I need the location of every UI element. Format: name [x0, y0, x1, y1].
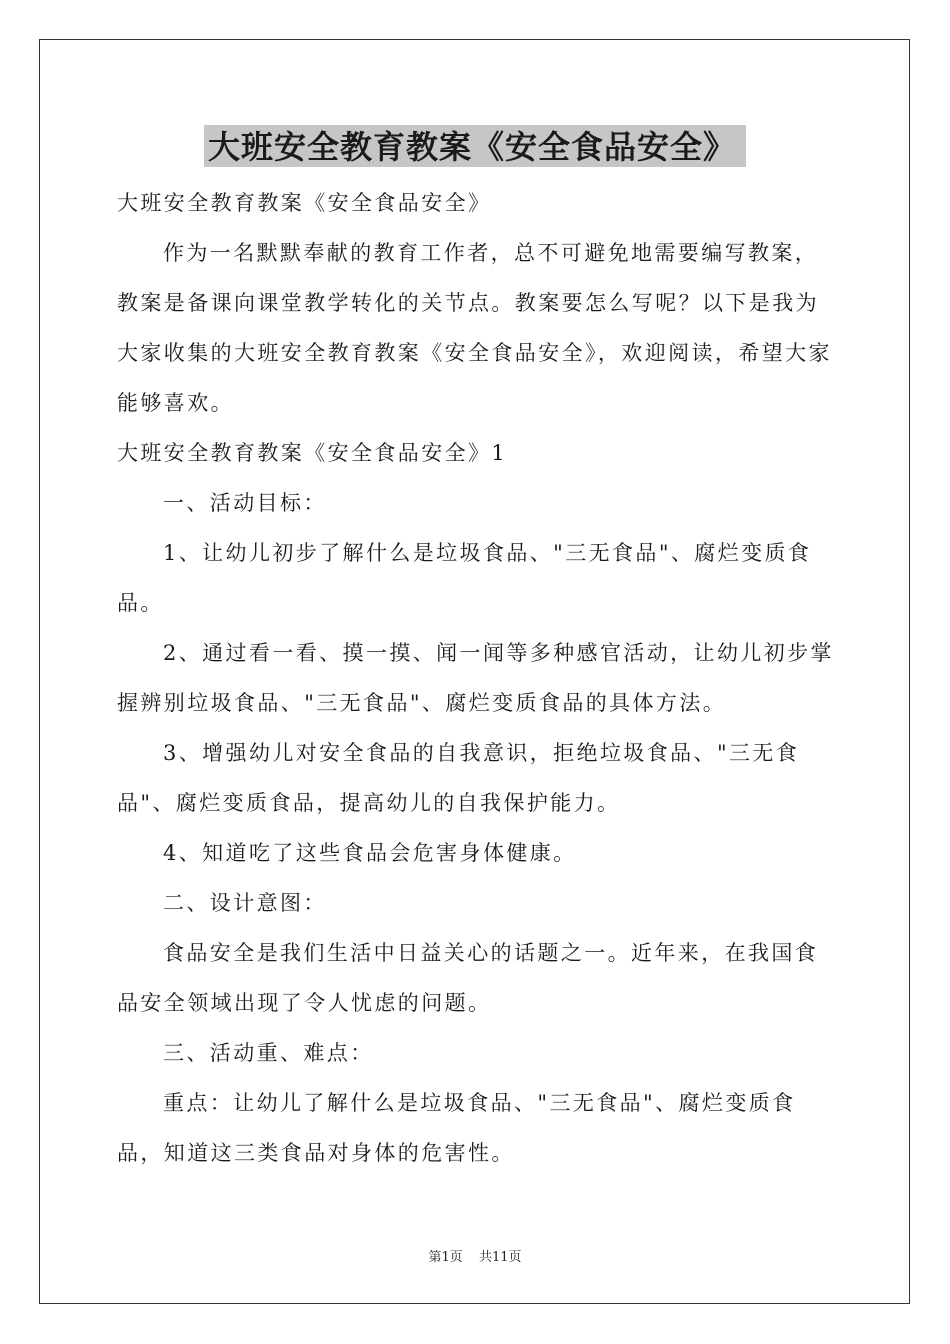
section-heading: 二、设计意图：	[163, 891, 327, 915]
page-footer	[0, 1246, 950, 1265]
page-number: 第1页	[428, 1250, 463, 1265]
document-title: 大班安全教育教案《安全食品安全》	[204, 125, 746, 167]
document-body	[117, 178, 839, 1178]
paragraph: 大班安全教育教案《安全食品安全》1	[117, 441, 508, 465]
paragraph: 大班安全教育教案《安全食品安全》	[117, 191, 492, 215]
paragraph: 4、知道吃了这些食品会危害身体健康。	[163, 841, 577, 865]
paragraph: 3、增强幼儿对安全食品的自我意识，拒绝垃圾食品、"三无食品"、腐烂变质食品，提高幼儿的自我保护能力。	[117, 741, 800, 815]
paragraph: 2、通过看一看、摸一摸、闻一闻等多种感官活动，让幼儿初步掌握辨别垃圾食品、"三无食品"、腐烂变质食品的具体方法。	[117, 641, 834, 715]
paragraph: 食品安全是我们生活中日益关心的话题之一。近年来，在我国食品安全领域出现了令人忧虑的问题。	[117, 941, 819, 1015]
paragraph: 重点：让幼儿了解什么是垃圾食品、"三无食品"、腐烂变质食品，知道这三类食品对身体的危害性。	[117, 1091, 796, 1165]
title-container	[0, 125, 950, 167]
section-heading: 三、活动重、难点：	[163, 1041, 374, 1065]
paragraph: 作为一名默默奉献的教育工作者，总不可避免地需要编写教案，教案是备课向课堂教学转化的关节点。教案要怎么写呢？以下是我为大家收集的大班安全教育教案《安全食品安全》，欢迎阅读，希望大家能够喜欢。	[117, 241, 832, 415]
section-heading: 一、活动目标：	[163, 491, 327, 515]
page-total: 共11页	[478, 1250, 522, 1265]
paragraph: 1、让幼儿初步了解什么是垃圾食品、"三无食品"、腐烂变质食品。	[117, 541, 812, 615]
